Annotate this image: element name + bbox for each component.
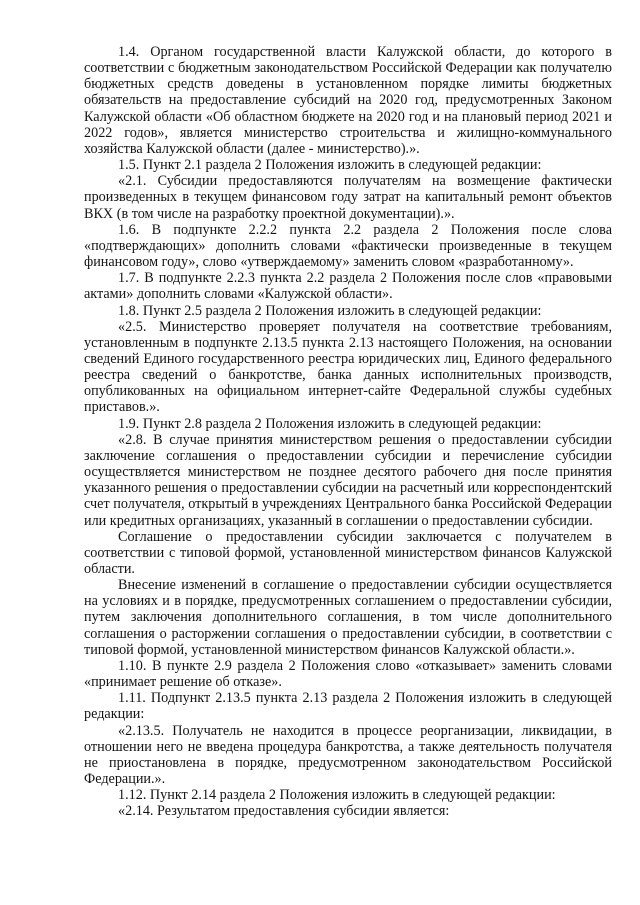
paragraph-agreement: Соглашение о предоставлении субсидии заключается с получателем в соответствии с типовой формой, установленной министерством финансов Калужской области.	[84, 528, 612, 577]
paragraph-2-5-text: «2.5. Министерство проверяет получателя на соответствие требованиям, установленным в подпункте 2.13.5 пункта 2.13 настоящего Положения, на основании сведений Единого государственного реестра юридических лиц, Единого федерального реестра сведений о банкротстве, банка данных исполнительных производств, опубликованных на официальном интернет-сайте Федеральной службы судебных приставов.».	[84, 318, 612, 416]
paragraph-1-11: 1.11. Подпункт 2.13.5 пункта 2.13 раздела 2 Положения изложить в следующей редакции:	[84, 690, 612, 723]
paragraph-1-6: 1.6. В подпункте 2.2.2 пункта 2.2 раздела 2 Положения после слова «подтверждающих» дополнить словами «фактически произведенные в текущем финансовом году», слово «утверждаемому» заменить словом «разработанному».	[84, 221, 612, 271]
paragraph-1-10: 1.10. В пункте 2.9 раздела 2 Положения слово «отказывает» заменить словами «принимает решение об отказе».	[84, 657, 612, 691]
paragraph-2-13-5-text: «2.13.5. Получатель не находится в процессе реорганизации, ликвидации, в отношении него не введена процедура банкротства, а также деятельность получателя не приостановлена в порядке, предусмотренном законодательством Российской Федерации.».	[84, 722, 612, 788]
document-page	[84, 44, 612, 820]
paragraph-1-9: 1.9. Пункт 2.8 раздела 2 Положения изложить в следующей редакции:	[118, 415, 542, 432]
paragraph-1-7: 1.7. В подпункте 2.2.3 пункта 2.2 раздела 2 Положения после слов «правовыми актами» дополнить словами «Калужской области».	[84, 270, 612, 303]
paragraph-1-4: 1.4. Органом государственной власти Калужской области, до которого в соответствии с бюджетным законодательством Российской Федерации как получателю бюджетных средств доведены в установленном порядке лимиты бюджетных обязательств на предоставление субсидий на 2020 год, предусмотренных Законом Калужской области «Об областном бюджете на 2020 год и на плановый период 2021 и 2022 годов», является министерство строительства и жилищно-коммунального хозяйства Калужской области (далее - министерство).».	[84, 44, 612, 157]
paragraph-2-8-text: «2.8. В случае принятия министерством решения о предоставлении субсидии заключение соглашения о предоставлении субсидии и перечисление субсидии осуществляется министерством не позднее десятого рабочего дня после принятия указанного решения о предоставлении субсидии на расчетный или корреспондентский счет получателя, открытый в учреждениях Центрального банка Российской Федерации или кредитных организациях, указанный в соглашении о предоставлении субсидии.	[84, 431, 612, 529]
paragraph-amendments: Внесение изменений в соглашение о предоставлении субсидии осуществляется на условиях и в порядке, предусмотренных соглашением о предоставлении субсидии, путем заключения дополнительного соглашения, в том числе дополнительного соглашения о расторжении соглашения о предоставлении субсидии, в соответствии с типовой формой, установленной министерством финансов Калужской области.».	[84, 577, 612, 658]
paragraph-2-1-text: «2.1. Субсидии предоставляются получателям на возмещение фактически произведенных в текущем финансовом году затрат на капитальный ремонт объектов ВКХ (в том числе на разработку проектной документации).».	[84, 173, 612, 222]
paragraph-1-8: 1.8. Пункт 2.5 раздела 2 Положения изложить в следующей редакции:	[118, 302, 542, 319]
paragraph-2-14-text: «2.14. Результатом предоставления субсидии является:	[118, 803, 450, 820]
paragraph-1-12: 1.12. Пункт 2.14 раздела 2 Положения изложить в следующей редакции:	[118, 787, 556, 804]
paragraph-1-5: 1.5. Пункт 2.1 раздела 2 Положения изложить в следующей редакции:	[118, 157, 542, 174]
